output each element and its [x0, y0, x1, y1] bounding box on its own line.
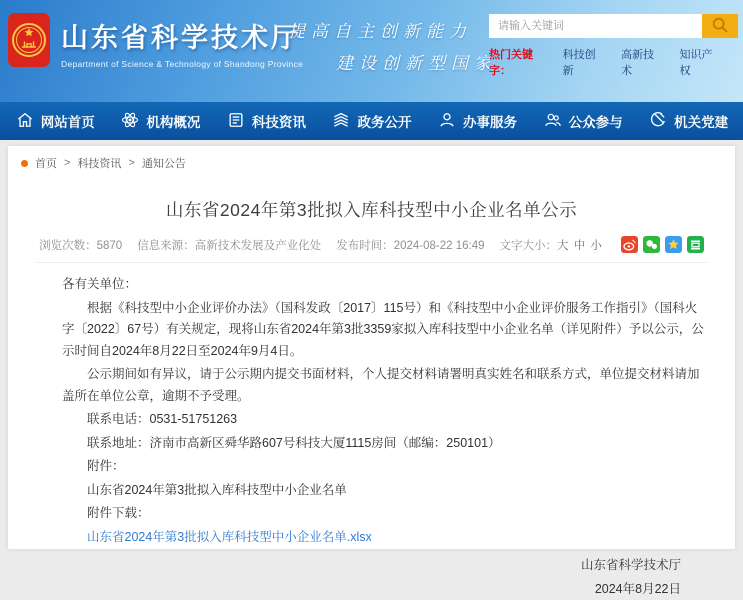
nav-item-overview[interactable] — [120, 110, 200, 133]
hot-keyword-link[interactable]: 科技创新 — [563, 46, 605, 78]
salutation: 各有关单位： — [62, 274, 707, 296]
main-nav — [0, 102, 743, 140]
publish-date — [336, 237, 484, 253]
nav-item-participation[interactable] — [543, 110, 623, 133]
news-icon — [226, 110, 246, 133]
douban-icon — [687, 241, 704, 256]
content-card — [8, 146, 735, 549]
slogan-line-2: 建设创新型国家 — [336, 49, 497, 74]
signature-block — [62, 555, 707, 600]
contact-address: 联系地址：济南市高新区舜华路607号科技大厦1115房间（邮编：250101） — [62, 433, 707, 455]
hammer-sickle-icon — [648, 110, 668, 133]
qzone-icon — [665, 241, 682, 256]
share-qzone-button[interactable] — [665, 236, 682, 253]
views-counter — [39, 237, 122, 253]
breadcrumb-news[interactable]: 科技资讯 — [77, 155, 121, 171]
signature-date: 2024年8月22日 — [62, 579, 681, 600]
article-meta — [36, 236, 707, 253]
breadcrumb-separator: > — [128, 157, 134, 169]
breadcrumb — [8, 146, 735, 178]
nav-item-gov-open[interactable] — [331, 110, 411, 133]
person-icon — [437, 110, 457, 133]
nav-label: 机关党建 — [674, 111, 728, 131]
breadcrumb-separator: > — [64, 157, 70, 169]
fontsize-label: 文字大小： — [500, 240, 558, 252]
people-icon — [543, 110, 563, 133]
date-value: 2024-08-22 16:49 — [394, 240, 485, 252]
search-input[interactable] — [489, 14, 702, 38]
nav-item-news[interactable] — [226, 110, 306, 133]
views-label: 浏览次数： — [39, 240, 97, 252]
fontsize-switcher — [500, 237, 604, 253]
site-subtitle: Department of Science & Technology of Shandong Province — [61, 59, 303, 69]
home-icon — [15, 110, 35, 133]
page-body — [0, 140, 743, 549]
nav-label: 机构概况 — [146, 111, 200, 131]
source-label: 信息来源： — [137, 240, 195, 252]
hot-keyword-link[interactable]: 高新技术 — [621, 46, 663, 78]
source-value: 高新技术发展及产业化处 — [195, 240, 322, 252]
paragraph-regulation: 根据《科技型中小企业评价办法》（国科发政〔2017〕115号）和《科技型中小企业评价服务工作指引》（国科火字〔2022〕67号）有关规定，现将山东省2024年第3批3359家拟入库科技型中小企业名单（详见附件）予以公示，公示时间自2024年8月22日至2024年9月4日。 — [62, 298, 707, 363]
nav-label: 办事服务 — [463, 111, 517, 131]
search-button[interactable] — [702, 14, 738, 38]
fontsize-large[interactable]: 大 — [557, 240, 569, 252]
site-header — [0, 0, 743, 102]
nav-item-party-building[interactable] — [648, 110, 728, 133]
layers-icon — [331, 110, 351, 133]
nav-label: 公众参与 — [569, 111, 623, 131]
download-label: 附件下载： — [62, 503, 707, 525]
article — [8, 197, 735, 600]
fontsize-small[interactable]: 小 — [590, 240, 602, 252]
article-body — [36, 263, 707, 600]
attachment-name: 山东省2024年第3批拟入库科技型中小企业名单 — [62, 480, 707, 502]
nav-item-services[interactable] — [437, 110, 517, 133]
hot-keywords-label: 热门关键字： — [489, 46, 553, 78]
slogan-line-1: 提高自主创新能力 — [288, 17, 497, 42]
date-label: 发布时间： — [336, 240, 394, 252]
fontsize-medium[interactable]: 中 — [574, 240, 586, 252]
share-wechat-button[interactable] — [643, 236, 660, 253]
signature-org: 山东省科学技术厅 — [62, 555, 681, 577]
article-title: 山东省2024年第3批拟入库科技型中小企业名单公示 — [36, 197, 707, 222]
share-douban-button[interactable] — [687, 236, 704, 253]
paragraph-objection: 公示期间如有异议，请于公示期内提交书面材料，个人提交材料请署明真实姓名和联系方式，单位提交材料请加盖所在单位公章，逾期不予受理。 — [62, 364, 707, 407]
nav-label: 网站首页 — [41, 111, 95, 131]
nav-label: 政务公开 — [357, 111, 411, 131]
share-bar — [621, 236, 704, 253]
weibo-icon — [621, 241, 638, 256]
nav-label: 科技资讯 — [252, 111, 306, 131]
breadcrumb-dot-icon — [21, 160, 28, 167]
attachment-download-link[interactable]: 山东省2024年第3批拟入库科技型中小企业名单.xlsx — [87, 530, 372, 544]
site-logo[interactable] — [8, 13, 303, 72]
header-slogan — [288, 17, 497, 74]
nav-item-home[interactable] — [15, 110, 95, 133]
header-search-area — [489, 14, 738, 78]
hot-keyword-link[interactable]: 知识产权 — [680, 46, 722, 78]
share-weibo-button[interactable] — [621, 236, 638, 253]
views-value: 5870 — [97, 240, 123, 252]
contact-phone: 联系电话：0531-51751263 — [62, 409, 707, 431]
source-info — [137, 237, 321, 253]
attachment-label: 附件： — [62, 456, 707, 478]
site-title: 山东省科学技术厅 — [61, 16, 303, 55]
search-icon — [711, 16, 729, 37]
wechat-icon — [643, 241, 660, 256]
breadcrumb-notices[interactable]: 通知公告 — [142, 155, 186, 171]
national-emblem-icon — [8, 13, 50, 72]
atom-icon — [120, 110, 140, 133]
breadcrumb-home[interactable]: 首页 — [35, 155, 57, 171]
